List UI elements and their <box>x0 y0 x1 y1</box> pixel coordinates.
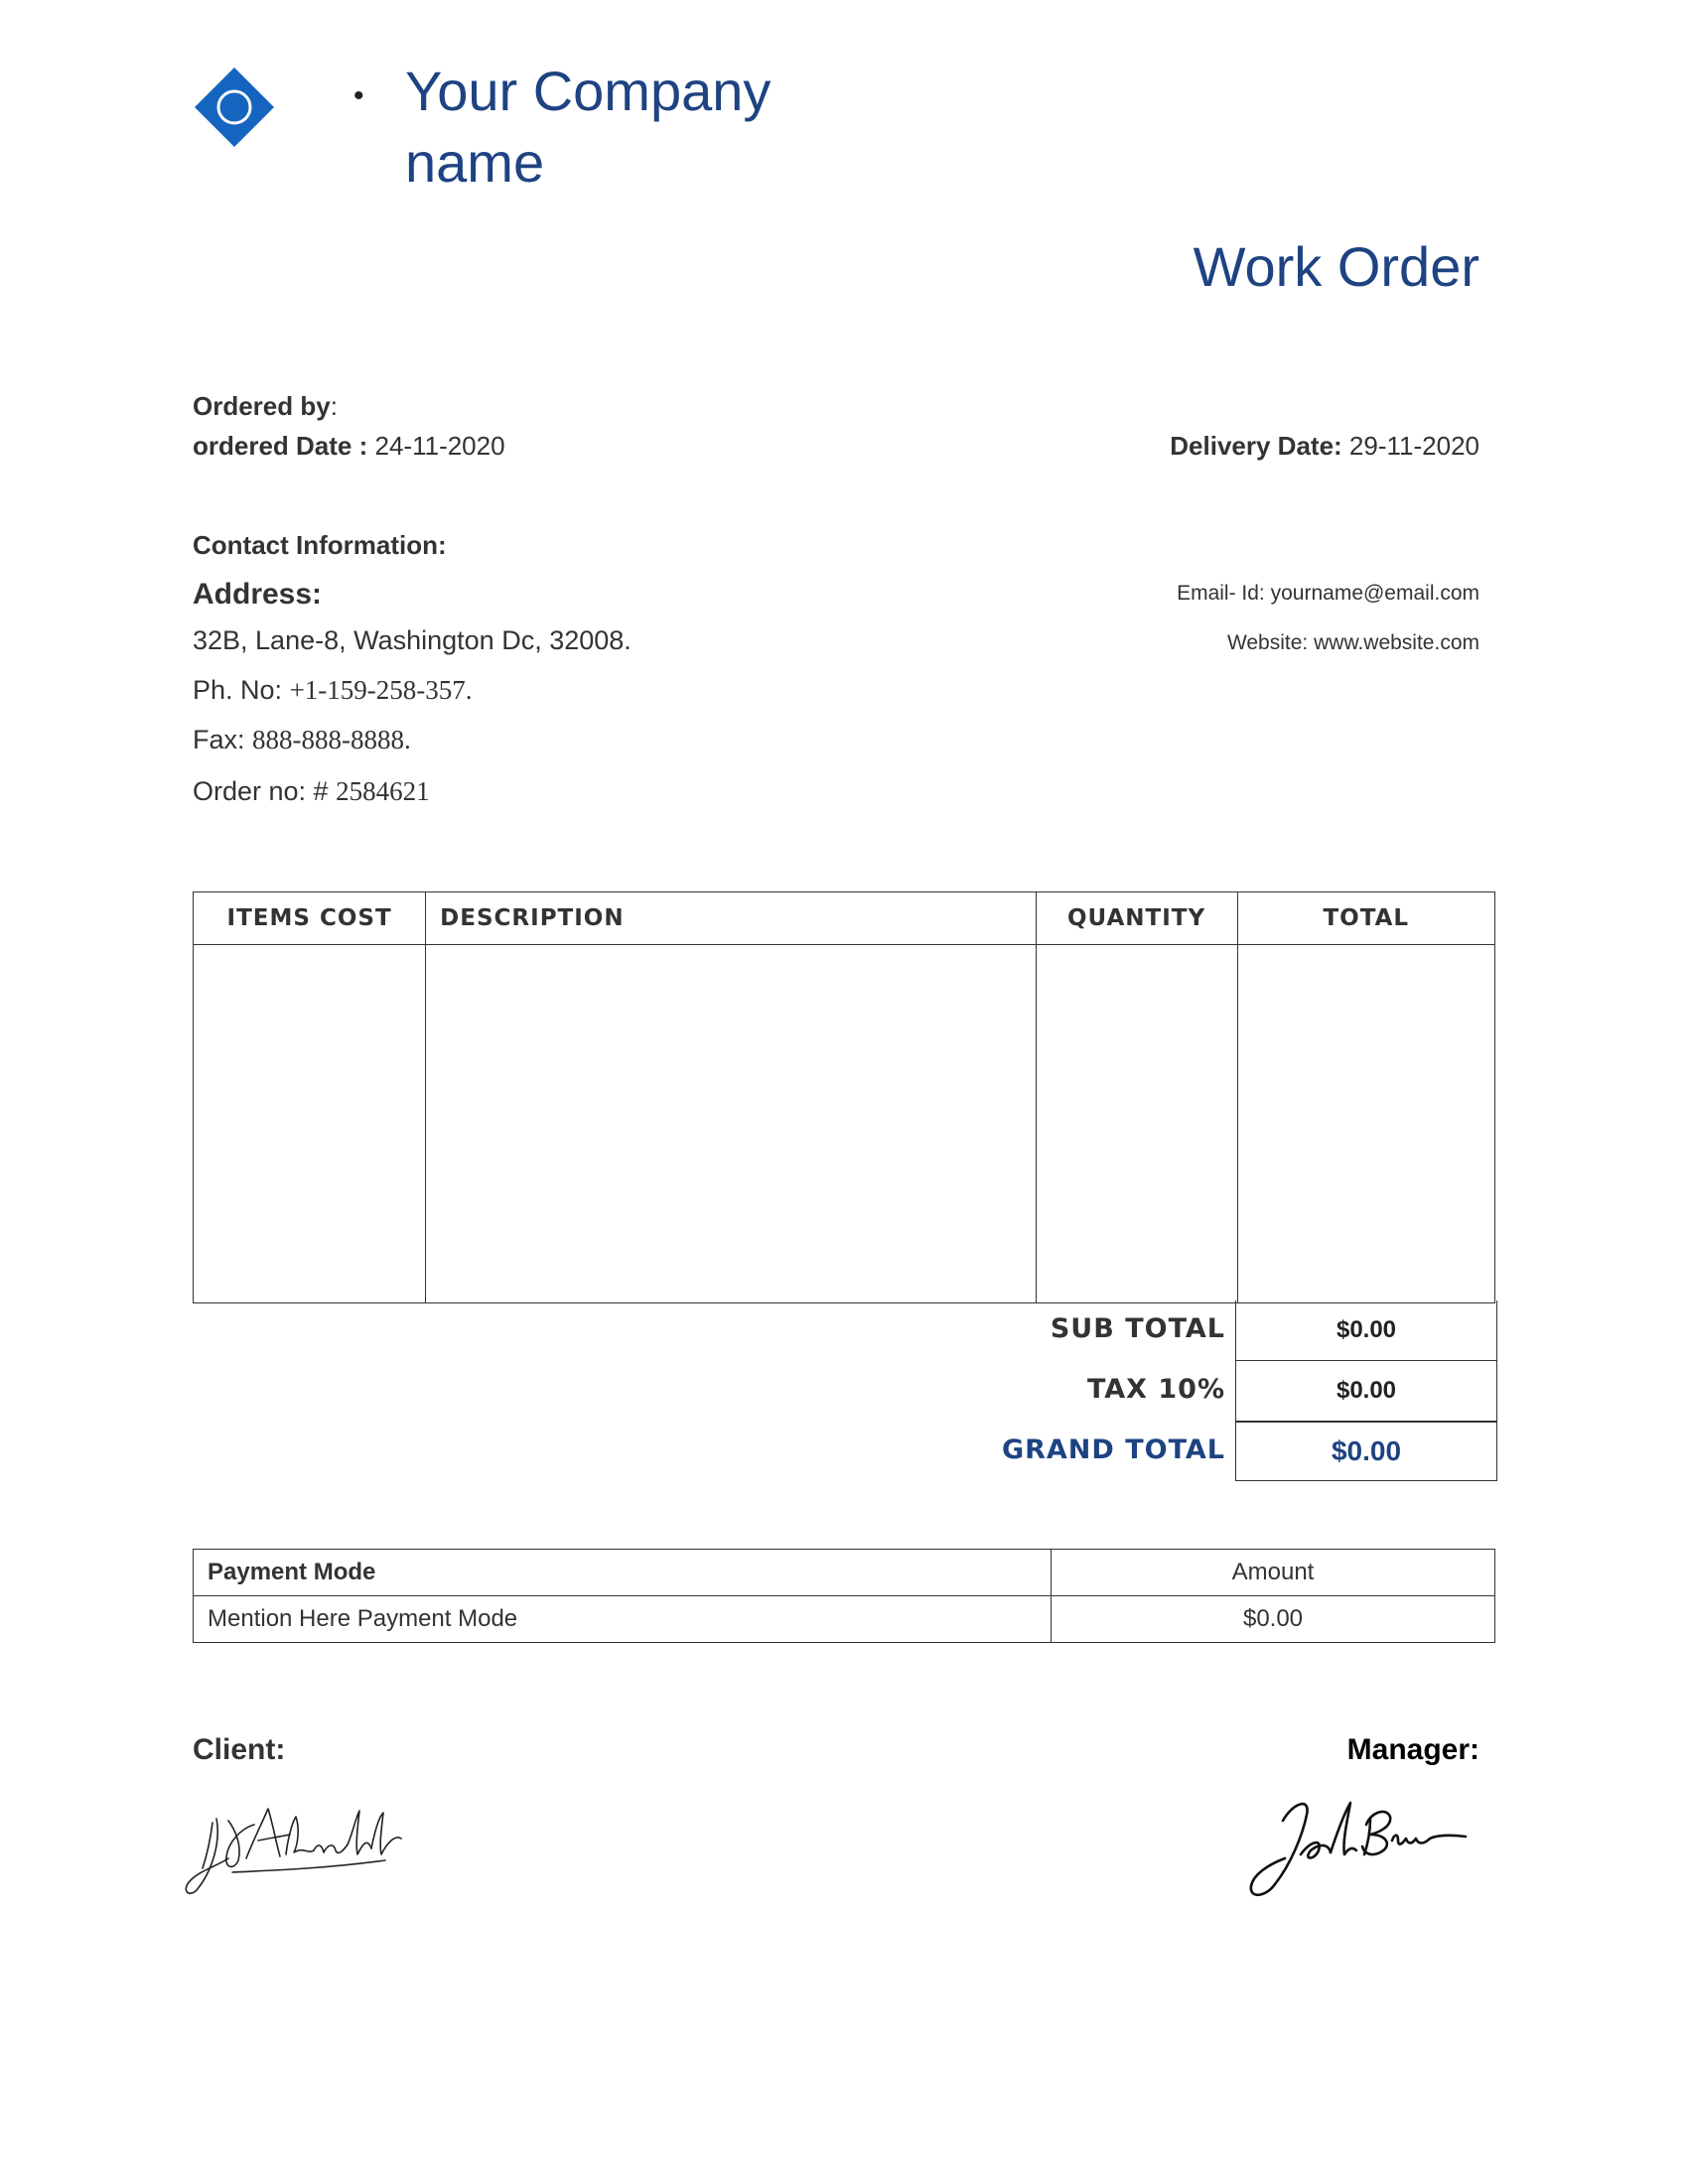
header-quantity: QUANTITY <box>1036 892 1237 945</box>
website-label: Website: <box>1226 631 1309 654</box>
payment-mode-value[interactable]: Mention Here Payment Mode <box>194 1596 1052 1643</box>
ordered-by <box>193 391 338 422</box>
address-text: 32B, Lane-8, Washington Dc, 32008. <box>193 625 632 655</box>
tax-value: $0.00 <box>1235 1361 1497 1422</box>
ordered-date-value: 24-11-2020 <box>374 431 505 461</box>
header-items-cost: ITEMS COST <box>194 892 426 945</box>
ordered-by-label: Ordered by <box>193 391 331 421</box>
fax-line <box>193 725 411 755</box>
company-logo-icon <box>195 68 274 147</box>
ordered-date-label: ordered Date : <box>193 431 368 461</box>
items-table <box>193 891 1495 1303</box>
order-number-label: Order no: # <box>193 776 329 806</box>
phone-label: Ph. No: <box>193 675 283 705</box>
order-number-line <box>193 776 430 807</box>
tax-label: TAX 10% <box>1086 1374 1225 1405</box>
quantity-cell[interactable] <box>1036 945 1237 1303</box>
website-value[interactable]: www.website.com <box>1314 631 1479 654</box>
description-cell[interactable] <box>426 945 1036 1303</box>
manager-signature-icon <box>1241 1795 1479 1904</box>
manager-label: Manager: <box>1346 1733 1479 1766</box>
payment-header-row <box>194 1550 1495 1596</box>
payment-table <box>193 1549 1495 1643</box>
contact-heading: Contact Information: <box>193 530 447 560</box>
document-title: Work Order <box>1193 235 1479 298</box>
delivery-date <box>1170 431 1479 462</box>
items-table-header-row <box>194 892 1495 945</box>
header-total: TOTAL <box>1237 892 1494 945</box>
payment-mode-header: Payment Mode <box>194 1550 1052 1596</box>
company-name-container <box>405 56 961 194</box>
email-label: Email- Id: <box>1177 582 1265 605</box>
website-line <box>1227 631 1479 655</box>
phone-line <box>193 675 473 706</box>
delivery-date-label: Delivery Date: <box>1170 431 1342 461</box>
delivery-date-value: 29-11-2020 <box>1348 431 1479 461</box>
header-description: DESCRIPTION <box>426 892 1036 945</box>
grand-total-value: $0.00 <box>1235 1422 1497 1481</box>
total-cell[interactable] <box>1237 945 1494 1303</box>
address-heading: Address: <box>193 578 323 611</box>
client-label: Client: <box>193 1733 286 1766</box>
payment-row <box>194 1596 1495 1643</box>
email-line <box>1177 582 1479 606</box>
ordered-date <box>193 431 505 462</box>
email-value[interactable]: yourname@email.com <box>1270 582 1479 605</box>
fax-label: Fax: <box>193 725 245 754</box>
items-table-body-row <box>194 945 1495 1303</box>
phone-value: +1-159-258-357. <box>289 675 473 705</box>
payment-amount-value[interactable]: $0.00 <box>1052 1596 1495 1643</box>
fax-value: 888-888-8888. <box>252 725 411 754</box>
ordered-by-colon: : <box>330 391 338 421</box>
order-number-value: 2584621 <box>336 776 430 806</box>
subtotal-value: $0.00 <box>1235 1300 1497 1361</box>
items-cost-cell[interactable] <box>194 945 426 1303</box>
company-name: Your Company name <box>405 60 772 194</box>
amount-header: Amount <box>1052 1550 1495 1596</box>
subtotal-label: SUB TOTAL <box>1050 1313 1225 1344</box>
client-signature-icon <box>177 1799 415 1902</box>
bullet-icon: • <box>353 79 364 112</box>
grand-total-label: GRAND TOTAL <box>1001 1434 1225 1465</box>
